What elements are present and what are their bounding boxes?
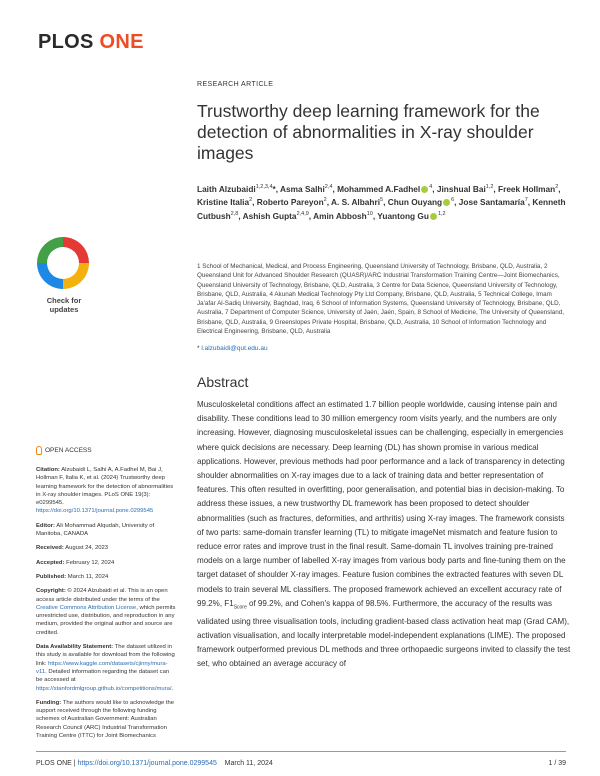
author-affil-sup: 5 bbox=[380, 197, 384, 204]
author-affil-sup: 6 bbox=[451, 197, 455, 204]
author-name[interactable]: , Chun Ouyang bbox=[383, 197, 443, 208]
author-name[interactable]: Laith Alzubaidi bbox=[197, 183, 256, 194]
badge-line: Check for bbox=[46, 296, 82, 305]
data-availability-text: . Detailed information regarding the dataset can be accessed at bbox=[36, 668, 170, 684]
editor-text: Ali Mohammad Alqudah, University of Manitoba, CANADA bbox=[36, 522, 155, 538]
author-affil-sup: 1,2 bbox=[437, 210, 446, 217]
orcid-icon[interactable] bbox=[430, 213, 437, 220]
author-affil-sup: 2,8 bbox=[230, 210, 239, 217]
check-for-updates-label[interactable] bbox=[36, 296, 92, 314]
published-label: Published: bbox=[36, 573, 67, 580]
article-info-sidebar bbox=[36, 466, 176, 746]
copyright-text: © 2024 Alzubaidi et al. This is an open access article distributed under the terms of the bbox=[36, 588, 168, 603]
footer-date: March 11, 2024 bbox=[224, 760, 273, 767]
author-affil-sup: 1,2,3,4 bbox=[255, 184, 273, 190]
author-name[interactable]: , Kenneth Cutbush bbox=[197, 197, 566, 221]
data-availability-text: . bbox=[171, 685, 174, 692]
footer-journal: PLOS ONE bbox=[36, 760, 72, 767]
check-for-updates-icon[interactable] bbox=[37, 237, 89, 289]
abstract-subscript: Score bbox=[233, 604, 247, 611]
orcid-icon[interactable] bbox=[443, 199, 450, 206]
article-type: RESEARCH ARTICLE bbox=[197, 81, 274, 88]
author-name[interactable]: *, Asma Salhi bbox=[272, 183, 325, 194]
data-availability-text: The dataset utilized in this study is available for download from the following link: bbox=[36, 644, 175, 667]
received-label: Received: bbox=[36, 545, 64, 552]
author-name[interactable]: , Jose Santamaría bbox=[454, 197, 525, 208]
open-access-label: OPEN ACCESS bbox=[45, 447, 92, 454]
copyright bbox=[36, 587, 176, 637]
author-name[interactable]: , Mohammed A.Fadhel bbox=[332, 183, 421, 194]
footer-separator: | bbox=[71, 760, 78, 767]
journal-logo bbox=[38, 31, 144, 54]
editor bbox=[36, 522, 176, 539]
copyright-label: Copyright: bbox=[36, 588, 66, 595]
dataset-link[interactable]: https://www.kaggle.com/datasets/cjinny/mura-v11 bbox=[36, 660, 168, 675]
citation-label: Citation: bbox=[36, 467, 60, 473]
email-link[interactable]: l.alzubaidi@qut.edu.au bbox=[201, 345, 268, 352]
received bbox=[36, 544, 176, 552]
open-access-badge bbox=[36, 446, 92, 455]
accepted bbox=[36, 559, 176, 567]
funding bbox=[36, 699, 176, 740]
editor-label: Editor: bbox=[36, 522, 55, 529]
author-name[interactable]: , Freek Hollman bbox=[493, 183, 556, 194]
badge-line: updates bbox=[49, 305, 79, 314]
published-date: March 11, 2024 bbox=[66, 573, 109, 580]
citation-text: Alzubaidi L, Salhi A, A.Fadhel M, Bai J, Hollman F, Italia K, et al. (2024) Trustworthy deep learning framework for the detection of abnormalities in X-ray shoulder images. PLoS ONE 19(3): e0299545. bbox=[36, 467, 174, 507]
author-affil-sup: 1,2 bbox=[485, 184, 494, 190]
author-name[interactable]: , Yuantong Gu bbox=[372, 210, 429, 221]
abstract-text-part: of 99.2%, and Cohen's kappa of 98.5%. Furthermore, the accuracy of the results was validated using three visualisation tools, including gradient-based class activation heat map (Grad CAM), activation visualisation, and locally interpretable model-independent explanations (LIME). The proposed framework outperformed previous DL methods and three orthopaedic surgeons invited to classify the test set, who obtained an average accuracy of bbox=[197, 598, 571, 669]
corresponding-email bbox=[197, 345, 268, 352]
logo-one: ONE bbox=[99, 31, 144, 53]
orcid-icon[interactable] bbox=[421, 186, 428, 193]
abstract-body bbox=[197, 398, 571, 671]
dataset-info-link[interactable]: https://stanfordmlgroup.github.io/competitions/mura/ bbox=[36, 685, 172, 692]
citation bbox=[36, 466, 176, 516]
copyright-text: , which permits unrestricted use, distribution, and reproduction in any medium, provided the original author and source are credited. bbox=[36, 604, 176, 636]
accepted-label: Accepted: bbox=[36, 559, 65, 566]
page-footer bbox=[36, 760, 273, 767]
received-date: August 24, 2023 bbox=[63, 545, 109, 552]
funding-text: The authors would like to acknowledge the support received through the following funding schemes of Australian Government: Australian Research Council (ARC) Industrial Transformation Training Centre (ITTC) for Joint Biomechanics bbox=[36, 699, 175, 740]
data-availability-label: Data Availability Statement: bbox=[36, 644, 114, 651]
article-title: Trustworthy deep learning framework for the detection of abnormalities in X-ray shoulder images bbox=[197, 101, 540, 163]
footer-divider bbox=[36, 751, 566, 752]
logo-plos: PLOS bbox=[38, 31, 94, 53]
author-affil-sup: 2 bbox=[555, 184, 559, 190]
data-availability bbox=[36, 643, 176, 693]
author-name[interactable]: , Amin Abbosh bbox=[308, 210, 367, 221]
author-affil-sup: 2 bbox=[323, 197, 327, 204]
affiliations: 1 School of Mechanical, Medical, and Process Engineering, Queensland University of Technology, Brisbane, QLD, Australia, 2 Queensland Unit for Advanced Shoulder Research (QUASR)/ARC Industrial Transformation Training Centre—Joint Biomechanics, Queensland University of Technology, Brisbane, QLD, Australia, 3 Centre for Data Science, Queensland University of Technology, Brisbane, QLD, Australia, 4 Akunah Medical Technology Pty Ltd Company, Brisbane, QLD, Australia, 5 Technical College, Imam Ja'afar Al-Sadiq University, Baghdad, Iraq, 6 School of Information Systems, Queensland University of Technology, Brisbane, QLD, Australia, 7 Department of Computer Science, University of Jaén, Jaén, Spain, 8 School of Medicine, The University of Queensland, Brisbane, QLD, Australia, 9 Greenslopes Private Hospital, Brisbane, QLD, Australia, 10 School of Information Technology and Electrical Engineering, Brisbane, QLD, Australia bbox=[197, 263, 565, 336]
footer-doi-link[interactable]: https://doi.org/10.1371/journal.pone.0299545 bbox=[77, 760, 217, 767]
author-affil-sup: 2,4 bbox=[324, 184, 333, 190]
license-link[interactable]: Creative Commons Attribution License bbox=[36, 604, 137, 611]
funding-label: Funding: bbox=[36, 699, 62, 706]
author-name[interactable]: , Roberto Pareyon bbox=[252, 197, 324, 208]
author-name[interactable]: , Jinshual Bai bbox=[432, 183, 486, 194]
author-affil-sup: 10 bbox=[366, 210, 373, 217]
author-affil-sup: 2,4,9 bbox=[296, 210, 309, 217]
author-list bbox=[197, 182, 569, 222]
open-lock-icon bbox=[36, 446, 42, 455]
published bbox=[36, 573, 176, 581]
author-affil-sup: 7 bbox=[524, 197, 528, 204]
abstract-text-part: Musculoskeletal conditions affect an estimated 1.7 billion people worldwide, causing intense pain and disability. These conditions lead to 30 million emergency room visits yearly, and the numbers are only increasing. However, diagnosing musculoskeletal issues can be challenging, especially in emergencies where quick decisions are necessary. Deep learning (DL) has shown promise in various medical applications. However, previous methods had poor performance and a lack of transparency in detecting shoulder abnormalities on X-ray images due to a lack of training data and better representation of features. This often resulted in overfitting, poor generalisation, and potential bias in decision-making. To address these issues, a new trustworthy DL framework has been proposed to detect shoulder abnormalities (such as fractures, deformities, and arthritis) using X-ray images. The framework consists of two parts: same-domain transfer learning (TL) to mitigate imageNet mismatch and feature fusion to reduce error rates and improve trust in the final result. Same-domain TL involves training pre-trained models on a large number of labelled X-ray images from various body parts and fine-tuning them on the target dataset of shoulder X-ray images. Feature fusion combines the extracted features with seven DL models to train several ML classifiers. The proposed framework achieved an excellent accuracy rate of 99.2%, F1 bbox=[197, 400, 566, 608]
author-name[interactable]: , A. S. Albahri bbox=[326, 197, 381, 208]
author-name[interactable]: , Kristine Italia bbox=[197, 183, 561, 208]
email-marker: * bbox=[197, 345, 202, 352]
abstract-heading: Abstract bbox=[197, 374, 249, 390]
author-affil-sup: 4 bbox=[429, 184, 433, 190]
citation-doi-link[interactable]: https://doi.org/10.1371/journal.pone.0299545 bbox=[36, 508, 154, 515]
accepted-date: February 12, 2024 bbox=[64, 559, 115, 566]
page-number: 1 / 39 bbox=[548, 760, 566, 767]
author-name[interactable]: , Ashish Gupta bbox=[238, 210, 297, 221]
author-affil-sup: 2 bbox=[249, 197, 253, 204]
